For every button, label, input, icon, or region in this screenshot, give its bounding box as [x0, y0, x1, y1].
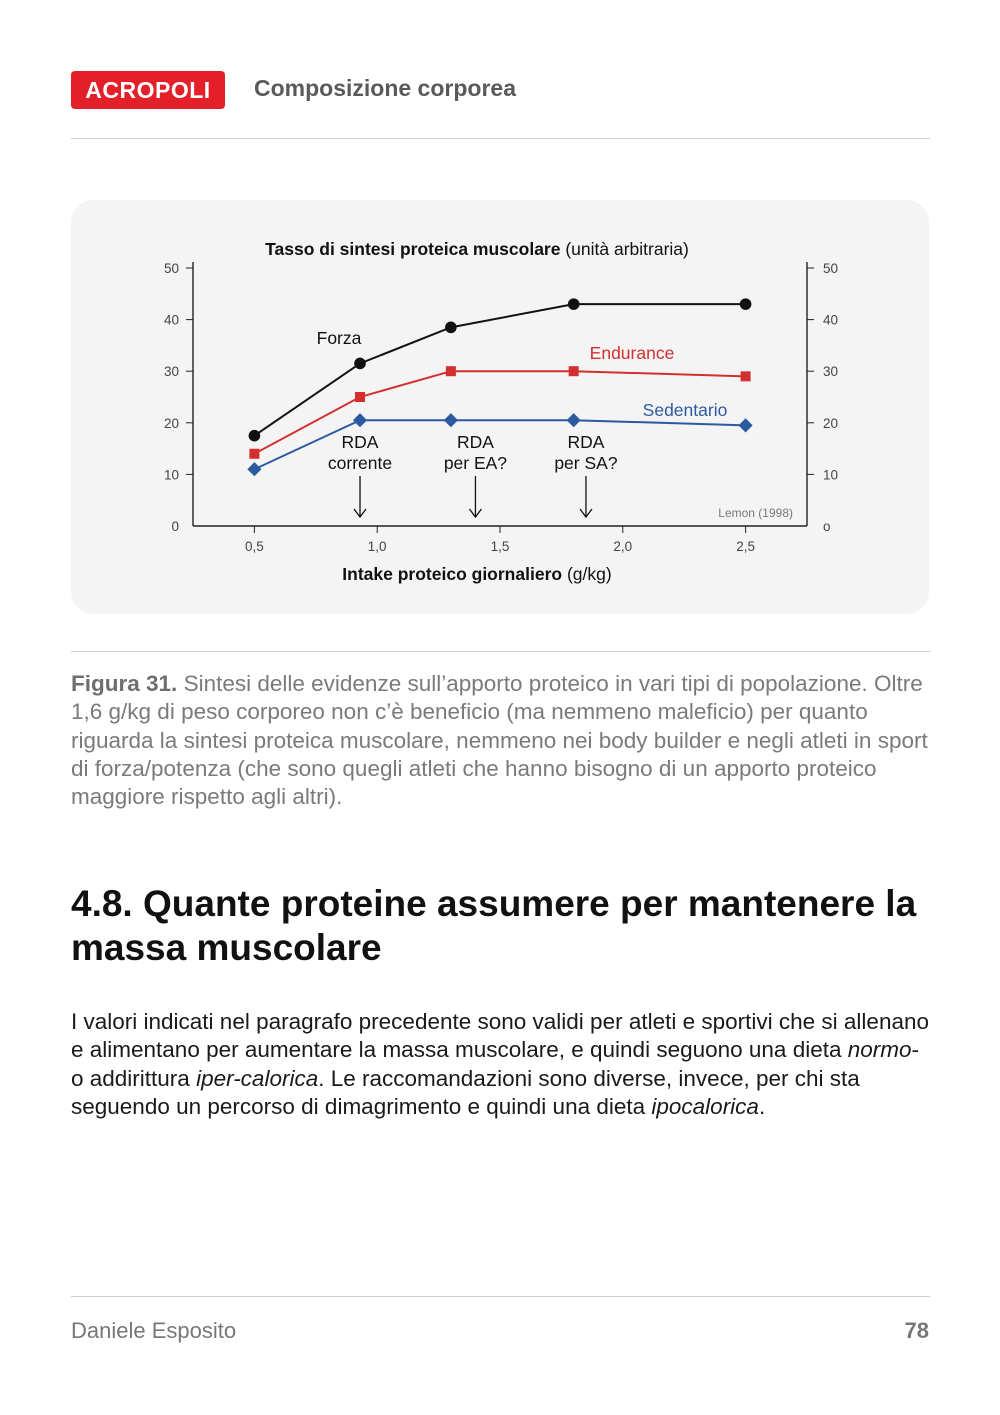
chart-x-axis-label: Intake proteico giornaliero (g/kg)	[342, 564, 612, 584]
figure-caption	[71, 670, 931, 811]
protein-synthesis-chart	[71, 200, 929, 614]
footer-author: Daniele Esposito	[71, 1318, 237, 1343]
data-point-forza	[445, 322, 457, 334]
chart-title: Tasso di sintesi proteica muscolare (unità arbitraria)	[265, 239, 689, 259]
y-tick-label-left: 30	[163, 364, 179, 380]
y-tick-label-right: 20	[823, 415, 839, 431]
y-tick-label-left: 10	[163, 467, 179, 483]
data-point-forza	[740, 298, 752, 310]
annotation-label: RDA	[567, 432, 605, 452]
body-emphasis-2: iper-calorica	[196, 1065, 319, 1091]
y-tick-label-right: 50	[823, 261, 839, 276]
y-tick-label-right: o	[823, 519, 831, 534]
data-point-endurance	[446, 366, 456, 376]
figure-label: Figura 31.	[71, 671, 178, 696]
body-text-1: I valori indicati nel paragrafo precedente sono validi per atleti e sportivi che si allenano e alimentano per aumentare la massa muscolare, e quindi seguono una dieta	[71, 1009, 929, 1063]
chart-source: Lemon (1998)	[718, 506, 793, 520]
y-tick-label-right: 30	[823, 364, 839, 380]
chart-card	[71, 200, 929, 614]
x-tick-label: 1,5	[490, 539, 510, 554]
annotation-label: per SA?	[554, 453, 618, 473]
caption-text: Sintesi delle evidenze sull’apporto proteico in vari tipi di popolazione. Oltre 1,6 g/kg di peso corporeo non c’è beneficio (ma nemmeno maleficio) per quanto riguarda la sintesi proteica muscolare, nemmeno nei body builder e negli atleti in sport di forza/potenza (che sono quegli atleti che hanno bisogno di un apporto proteico maggiore rispetto agli altri).	[71, 671, 928, 810]
series-label-forza: Forza	[316, 328, 362, 348]
y-tick-label-left: 20	[163, 415, 179, 431]
data-point-endurance	[569, 366, 579, 376]
header-divider	[71, 138, 930, 139]
data-point-sedentario	[353, 413, 367, 427]
annotation-label: RDA	[341, 432, 379, 452]
data-point-endurance	[355, 392, 365, 402]
data-point-sedentario	[444, 413, 458, 427]
brand-logo: ACROPOLI	[71, 71, 225, 109]
y-tick-label-left: 40	[163, 312, 179, 328]
body-paragraph	[71, 1008, 931, 1121]
page-number: 78	[904, 1318, 929, 1343]
x-tick-label: 1,0	[367, 539, 387, 554]
body-text-4: .	[758, 1093, 766, 1119]
body-text-2: - o addirittura	[71, 1037, 920, 1091]
data-point-sedentario	[247, 462, 261, 476]
y-tick-label-left: 0	[171, 519, 179, 534]
body-emphasis-3: ipocalorica	[651, 1093, 759, 1119]
annotation-label: RDA	[456, 432, 494, 452]
section-title: Composizione corporea	[254, 75, 516, 101]
data-point-forza	[568, 298, 580, 310]
y-tick-label-left: 50	[163, 261, 179, 276]
y-tick-label-right: 10	[823, 467, 839, 483]
x-tick-label: 2,0	[613, 539, 633, 554]
annotation-label: per EA?	[443, 453, 508, 473]
data-point-forza	[354, 358, 366, 370]
series-label-endurance: Endurance	[589, 343, 675, 363]
x-tick-label: 2,5	[736, 539, 755, 554]
y-tick-label-right: 40	[823, 312, 839, 328]
section-heading: 4.8. Quante proteine assumere per mantenere la massa muscolare	[71, 883, 917, 968]
annotation-label: corrente	[327, 453, 393, 473]
body-emphasis-1: normo	[847, 1037, 912, 1063]
data-point-endurance	[249, 449, 259, 459]
page-header	[71, 71, 930, 111]
data-point-endurance	[741, 371, 751, 381]
data-point-sedentario	[567, 413, 581, 427]
caption-divider	[71, 651, 930, 652]
series-label-sedentario: Sedentario	[642, 400, 728, 420]
footer-divider	[71, 1296, 930, 1297]
data-point-forza	[249, 430, 261, 442]
data-point-sedentario	[739, 418, 753, 432]
body-text-3: . Le raccomandazioni sono diverse, invece, per chi sta seguendo un percorso di dimagrimento e quindi una dieta	[71, 1065, 860, 1119]
x-tick-label: 0,5	[245, 539, 264, 554]
